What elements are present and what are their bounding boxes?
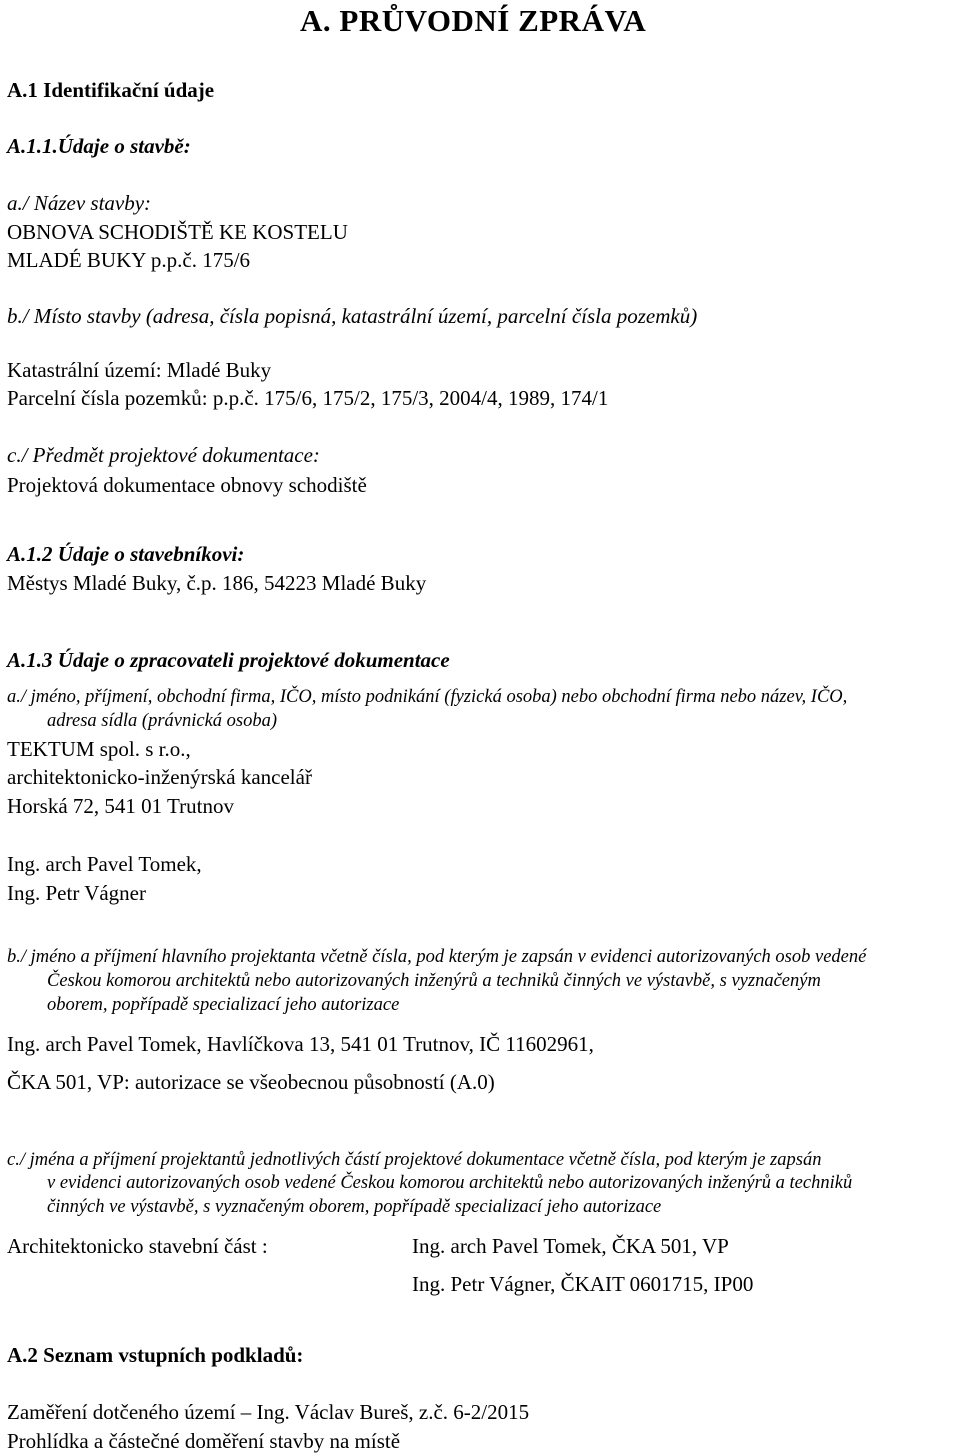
builder-info: Městys Mladé Buky, č.p. 186, 54223 Mladé Buky <box>7 571 427 595</box>
section-heading-a11: A.1.1.Údaje o stavbě: <box>7 134 191 158</box>
input-document-2: Prohlídka a částečné doměření stavby na místě <box>7 1429 401 1453</box>
document-title: A. PRŮVODNÍ ZPRÁVA <box>300 3 647 38</box>
building-name-line2: MLADÉ BUKY p.p.č. 175/6 <box>7 248 251 272</box>
section-heading-a13: A.1.3 Údaje o zpracovateli projektové dokumentace <box>7 648 450 672</box>
section-heading-a1: A.1 Identifikační údaje <box>7 78 215 102</box>
company-name: TEKTUM spol. s r.o., <box>7 737 191 761</box>
a13-item-b-label-line3: oborem, popřípadě specializací jeho autorizace <box>47 995 400 1015</box>
arch-part-designer-1: Ing. arch Pavel Tomek, ČKA 501, VP <box>412 1234 729 1258</box>
person-tomek: Ing. arch Pavel Tomek, <box>7 852 202 876</box>
item-c-label: c./ Předmět projektové dokumentace: <box>7 443 320 467</box>
section-heading-a2: A.2 Seznam vstupních podkladů: <box>7 1343 304 1367</box>
a13-item-b-label-line1: b./ jméno a příjmení hlavního projektanta včetně čísla, pod kterým je zapsán v evidenci autorizovaných osob vedené <box>7 947 867 967</box>
project-subject: Projektová dokumentace obnovy schodiště <box>7 473 367 497</box>
cadastral-area: Katastrální území: Mladé Buky <box>7 358 272 382</box>
parcel-numbers: Parcelní čísla pozemků: p.p.č. 175/6, 175/2, 175/3, 2004/4, 1989, 174/1 <box>7 386 609 410</box>
a13-item-b-label-line2: Českou komorou architektů nebo autorizovaných inženýrů a techniků činných ve výstavbě, s vyznačeným <box>47 971 821 991</box>
item-a-label: a./ Název stavby: <box>7 191 152 215</box>
section-heading-a12: A.1.2 Údaje o stavebníkovi: <box>7 542 245 566</box>
a13-item-a-label: a./ jméno, příjmení, obchodní firma, IČO, místo podnikání (fyzická osoba) nebo obchodní firma nebo název, IČO, <box>7 687 848 707</box>
a13-item-c-label-line3: činných ve výstavbě, s vyznačeným oborem, popřípadě specializací jeho autorizace <box>47 1197 662 1217</box>
arch-part-designer-2: Ing. Petr Vágner, ČKAIT 0601715, IP00 <box>412 1272 754 1296</box>
building-name-line1: OBNOVA SCHODIŠTĚ KE KOSTELU <box>7 220 348 244</box>
a13-item-c-label-line1: c./ jména a příjmení projektantů jednotlivých částí projektové dokumentace včetně čísla, pod kterým je zapsán <box>7 1150 822 1170</box>
company-type: architektonicko-inženýrská kancelář <box>7 765 312 789</box>
item-b-label: b./ Místo stavby (adresa, čísla popisná, katastrální území, parcelní čísla pozemků) <box>7 304 698 328</box>
chief-designer-line2: ČKA 501, VP: autorizace se všeobecnou působností (A.0) <box>7 1070 495 1094</box>
company-address: Horská 72, 541 01 Trutnov <box>7 794 234 818</box>
a13-item-a-label-cont: adresa sídla (právnická osoba) <box>47 711 278 731</box>
input-document-1: Zaměření dotčeného území – Ing. Václav Bureš, z.č. 6-2/2015 <box>7 1400 530 1424</box>
a13-item-c-label-line2: v evidenci autorizovaných osob vedené Českou komorou architektů nebo autorizovaných inženýrů a techniků <box>47 1173 853 1193</box>
chief-designer-line1: Ing. arch Pavel Tomek, Havlíčkova 13, 541 01 Trutnov, IČ 11602961, <box>7 1032 594 1056</box>
arch-part-label: Architektonicko stavební část : <box>7 1234 268 1258</box>
person-vagner: Ing. Petr Vágner <box>7 881 146 905</box>
